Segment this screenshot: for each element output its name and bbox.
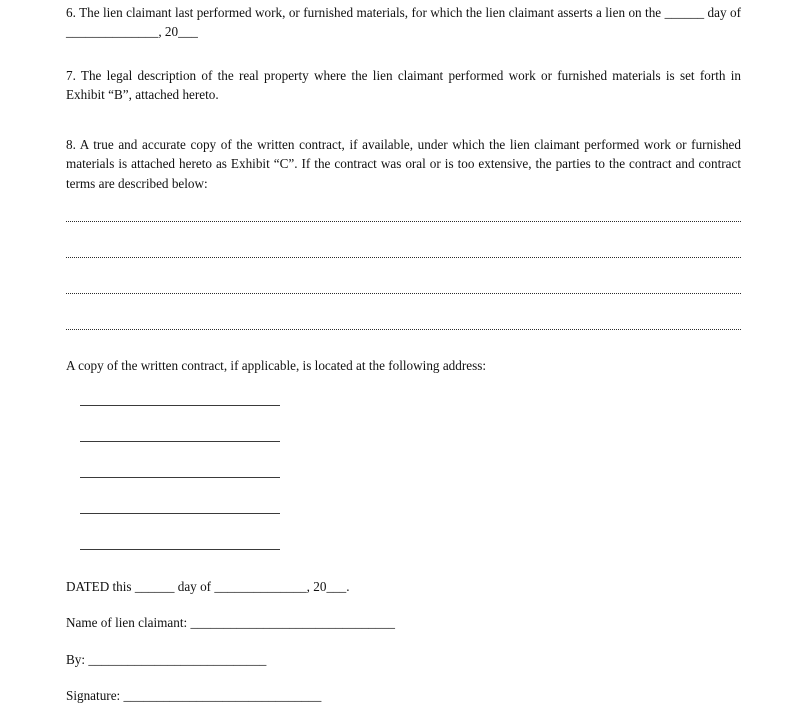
- paragraph-item-7: 7. The legal description of the real property where the lien claimant performed work or furnished materials is set forth in Exhibit “B”, attached hereto.: [66, 68, 745, 103]
- signature-field[interactable]: Signature: ______________________________: [66, 688, 322, 703]
- contract-terms-dotted-line-4[interactable]: [66, 329, 741, 330]
- address-write-line-1[interactable]: [80, 405, 280, 406]
- lien-claimant-name-field[interactable]: Name of lien claimant: _______________________________: [66, 615, 395, 630]
- contract-terms-dotted-line-1[interactable]: [66, 221, 741, 222]
- address-write-line-3[interactable]: [80, 477, 280, 478]
- address-write-line-5[interactable]: [80, 549, 280, 550]
- contract-terms-dotted-line-2[interactable]: [66, 257, 741, 258]
- dated-field[interactable]: DATED this ______ day of ______________, 20___.: [66, 579, 350, 594]
- contract-terms-dotted-line-3[interactable]: [66, 293, 741, 294]
- paragraph-item-8: 8. A true and accurate copy of the written contract, if available, under which the lien claimant performed work or furnished materials is attached hereto as Exhibit “C”. If the contract was oral or is too extensive, the parties to the contract and contract terms are described below:: [66, 137, 745, 191]
- address-intro-text: A copy of the written contract, if applicable, is located at the following address:: [66, 358, 487, 373]
- address-write-line-4[interactable]: [80, 513, 280, 514]
- address-write-line-2[interactable]: [80, 441, 280, 442]
- paragraph-item-6: 6. The lien claimant last performed work, or furnished materials, for which the lien claimant asserts a lien on the ______ day of ______________, 20___: [66, 5, 745, 40]
- by-field[interactable]: By: ___________________________: [66, 652, 267, 667]
